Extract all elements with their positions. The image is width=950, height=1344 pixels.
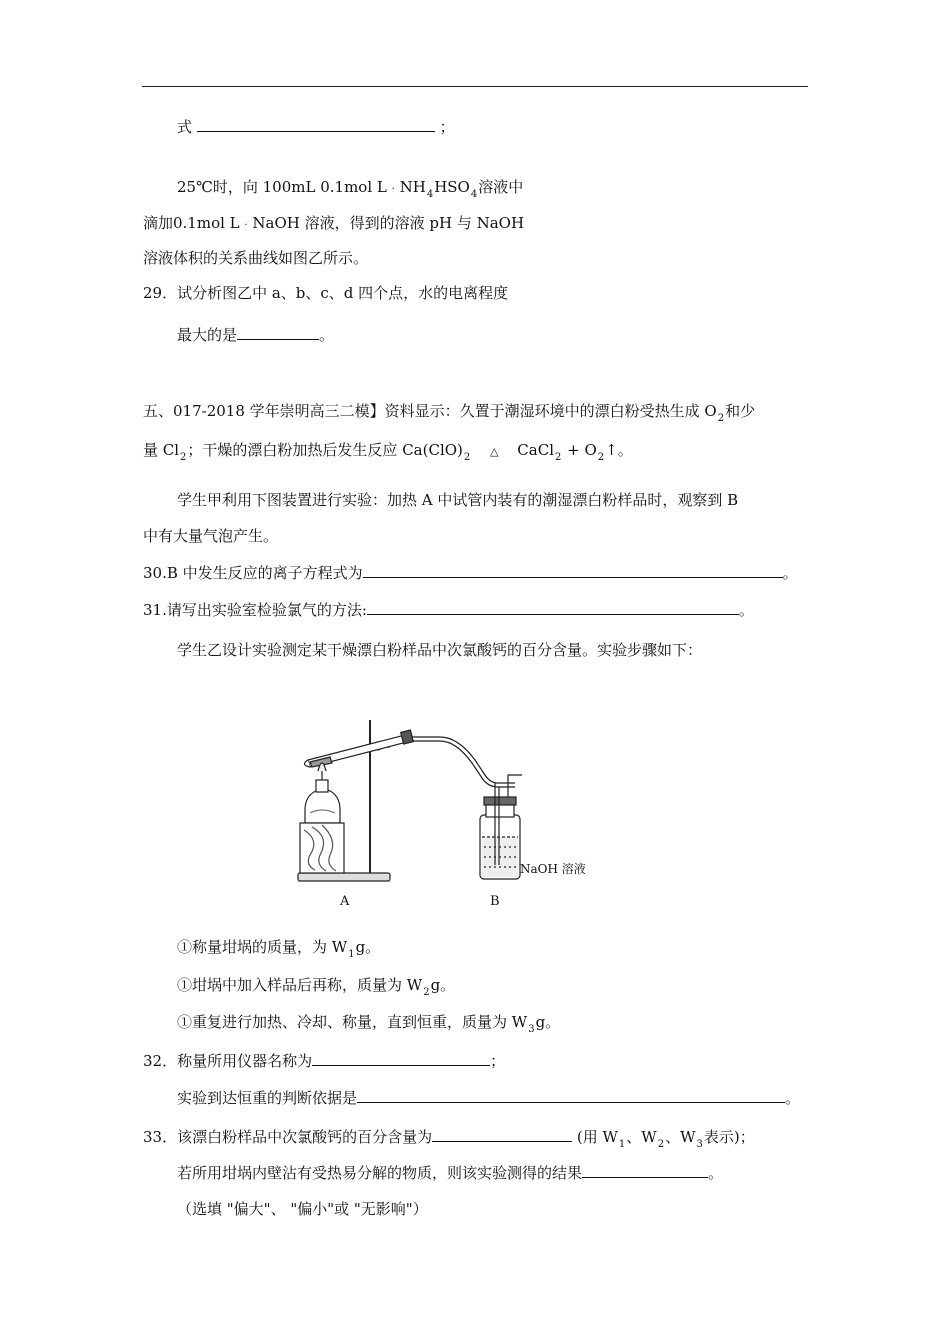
student-a-line-1: 学生甲利用下图装置进行实验：加热 A 中试管内装有的潮湿漂白粉样品时，观察到 B xyxy=(177,491,739,509)
q29-line-2: 最大的是 。 xyxy=(177,326,335,344)
q33-line-1: 33．该漂白粉样品中次氯酸钙的百分含量为 (用 $W_1$、$W_2$、$W_3$表示)； xyxy=(143,1128,755,1150)
q32-line-1: 32．称量所用仪器名称为 ； xyxy=(143,1052,506,1070)
step-3: ①重复进行加热、冷却、称量，直到恒重，质量为 $W_3g$。 xyxy=(177,1013,561,1035)
label-a: A xyxy=(340,894,350,909)
q33-result-blank[interactable] xyxy=(582,1163,708,1178)
naoh-label: NaOH 溶液 xyxy=(520,862,586,876)
sec5-line-2: 量 $Cl_2$；干燥的漂白粉加热后发生反应 $Ca(ClO)_2$ △ CaCl$_2$ + $O_2↑$。 xyxy=(143,441,633,463)
q32-instrument-blank[interactable] xyxy=(312,1051,490,1066)
line-prefix: 式 xyxy=(177,118,193,136)
intro-line-3: 溶液体积的关系曲线如图乙所示。 xyxy=(143,249,369,267)
apparatus-figure xyxy=(290,715,610,915)
header-rule xyxy=(142,86,808,87)
student-b-line: 学生乙设计实验测定某干燥漂白粉样品中次氯酸钙的百分含量。实验步骤如下： xyxy=(177,641,703,659)
q32-criterion-blank[interactable] xyxy=(357,1088,785,1103)
q33-line-3: （选填 "偏大"、 "偏小"或 "无影响"） xyxy=(177,1200,428,1218)
sec5-line-1: 五、017-2018 学年崇明高三二模】资料显示：久置于潮湿环境中的漂白粉受热生成 $O_2$和少 xyxy=(143,402,756,424)
q30-answer-blank[interactable] xyxy=(363,563,783,578)
label-b: B xyxy=(490,894,500,909)
intro-line-1: 25℃时，向 100mL 0.1mol $L \cdot NH_4HSO_4$溶液中 xyxy=(177,178,524,200)
step-1: ①称量坩埚的质量，为 $W_1g$。 xyxy=(177,938,381,960)
q31-line: 31.请写出实验室检验氯气的方法: 。 xyxy=(143,601,754,619)
q33-line-2: 若所用坩埚内壁沾有受热易分解的物质，则该实验测得的结果 。 xyxy=(177,1164,724,1182)
q33-percent-blank[interactable] xyxy=(432,1127,572,1142)
formula-answer-line xyxy=(177,117,455,137)
q30-line: 30.B 中发生反应的离子方程式为 。 xyxy=(143,564,798,582)
answer-blank[interactable] xyxy=(197,117,435,132)
q29-answer-blank[interactable] xyxy=(237,325,319,340)
q32-line-2: 实验到达恒重的判断依据是 。 xyxy=(177,1089,801,1107)
line-suffix: ； xyxy=(439,118,455,136)
q31-answer-blank[interactable] xyxy=(367,600,739,615)
intro-line-2: 滴加0.1mol L · NaOH 溶液，得到的溶液 pH 与 NaOH xyxy=(143,214,525,232)
step-2: ①坩埚中加入样品后再称，质量为 $W_2g$。 xyxy=(177,976,456,998)
student-a-line-2: 中有大量气泡产生。 xyxy=(143,527,279,545)
q29-line-1: 29．试分析图乙中 a、b、c、d 四个点，水的电离程度 xyxy=(143,284,509,302)
